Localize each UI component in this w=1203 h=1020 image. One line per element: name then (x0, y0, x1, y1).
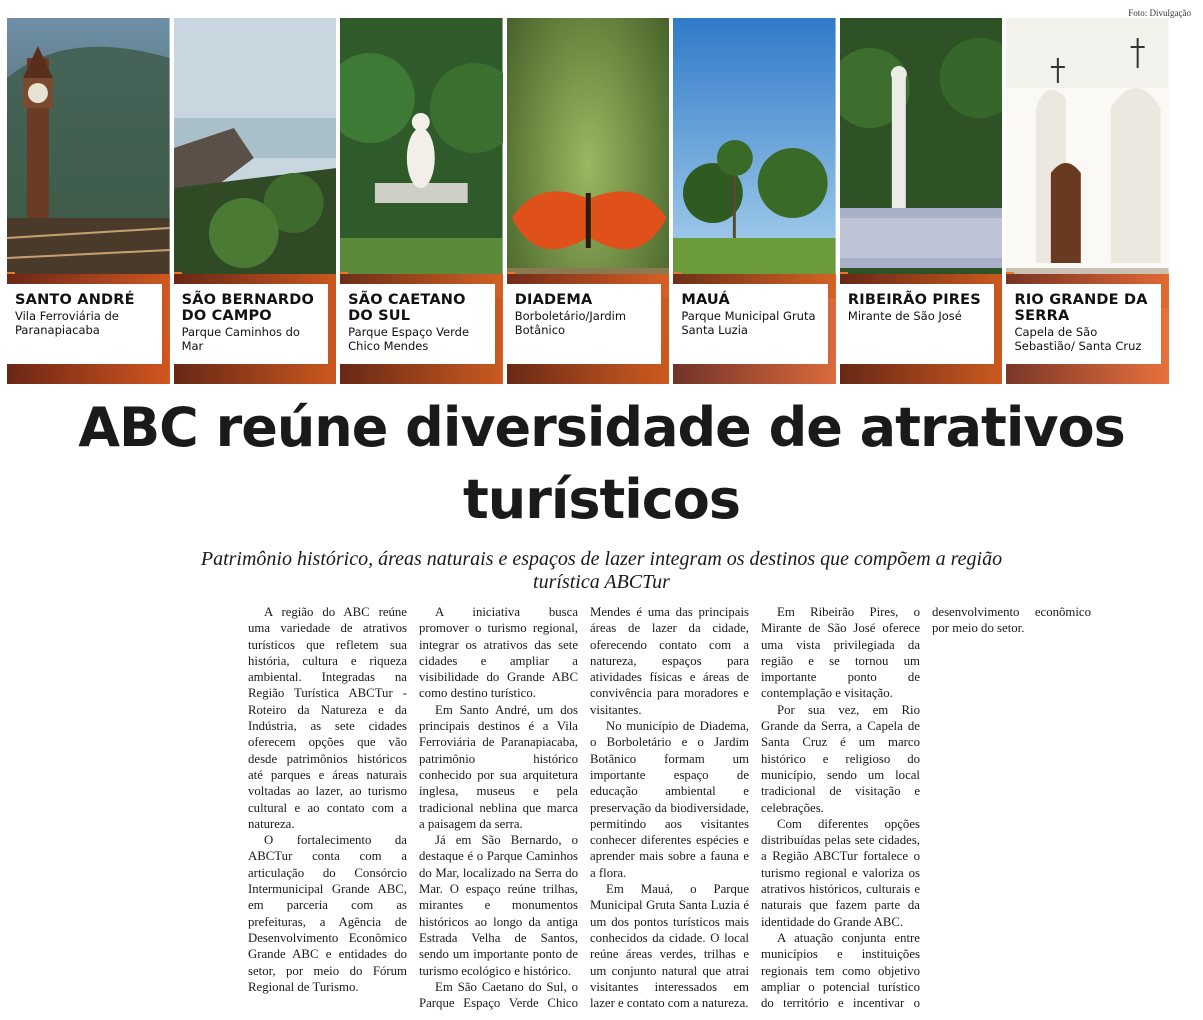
article-body (248, 604, 1091, 1018)
body-paragraph: Em Ribeirão Pires, o Mirante de São José oferece uma vista privilegiada da região e se tornou um importante ponto de contemplação e visitação. (761, 605, 920, 701)
corner-mark (673, 272, 681, 282)
corner-mark (507, 272, 515, 282)
body-paragraph: Em Santo André, um dos principais destinos é a Vila Ferroviária de Paranapiacaba, patrimônio histórico conhecido por sua arquitetura inglesa, museus e pela tradicional neblina que marca a paisagem da serra. (419, 702, 578, 831)
panel-caption (840, 284, 995, 364)
body-paragraph: A iniciativa busca promover o turismo regional, integrar os atrativos das sete cidades e ampliar a visibilidade do Grande ABC como destino turístico. (419, 605, 578, 701)
body-paragraph: A atuação conjunta entre municípios e instituições regionais tem como objetivo ampliar o potencial turístico do território e incentivar o desenvolvimento econômico por meio do setor. (761, 605, 1091, 1011)
body-paragraph: Em Mauá, o Parque Municipal Gruta Santa Luzia é um dos pontos turísticos mais conhecidos da cidade. O local reúne áreas verdes, trilhas e um conjunto natural que atrai visitantes interessados em lazer e contato com a natureza. (590, 882, 749, 1011)
panel-attraction: Vila Ferroviária de Paranapiacaba (15, 309, 119, 337)
body-paragraph: Já em São Bernardo, o destaque é o Parque Caminhos do Mar, localizado na Serra do Mar. O espaço reúne trilhas, mirantes e monumentos históricos ao longo da antiga Estrada Velha de Santos, sendo um importante ponto de turismo ecológico e histórico. (419, 833, 578, 978)
photo-panel-ribeirao-pires (840, 18, 1003, 384)
panel-caption (1006, 284, 1161, 364)
body-paragraph: No município de Diadema, o Borboletário e o Jardim Botânico formam um importante espaço de educação ambiental e preservação da biodiversidade, permitindo aos visitantes conhecer diferentes espécies e aprender mais sobre a fauna e a flora. (590, 719, 749, 880)
body-paragraph: Com diferentes opções distribuídas pelas sete cidades, a Região ABCTur fortalece o turismo regional e valoriza os atrativos históricos, culturais e naturais que fazem parte da identidade do Grande ABC. (761, 816, 920, 929)
panel-attraction: Borboletário/Jardim Botânico (514, 309, 627, 337)
corner-mark (174, 272, 182, 282)
corner-mark (340, 272, 348, 282)
photo-credit: Foto: Divulgação (1128, 8, 1191, 18)
panel-attraction: Parque Caminhos do Mar (181, 325, 300, 353)
photo-panel-sao-bernardo (174, 18, 337, 384)
corner-mark (1006, 272, 1014, 282)
body-paragraph: Em São Caetano do Sul, o Parque Espaço Verde Chico Mendes é uma das principais áreas de lazer da cidade, oferecendo contato com a natureza, espaços para atividades físicas e áreas de convivência para moradores e visitantes. (419, 605, 749, 1011)
panel-caption (174, 284, 329, 364)
photo-strip (7, 18, 1169, 384)
photo-panel-rio-grande-da-serra (1006, 18, 1169, 384)
panel-attraction: Capela de São Sebastião/ Santa Cruz (1014, 325, 1142, 353)
panel-city: RIBEIRÃO PIRES (847, 292, 981, 308)
body-paragraph: A região do ABC reúne uma variedade de atrativos turísticos que refletem sua história, cultura e riqueza ambiental. Integradas na Região Turística ABCTur - Roteiro da Natureza e da Indústria, as sete cidades oferecem opções que vão desde patrimônios históricos até parques e áreas naturais voltadas ao lazer, ao turismo cultural e ao contato com a natureza. (248, 605, 407, 831)
photo-panel-maua (673, 18, 836, 384)
panel-caption (673, 284, 828, 364)
panel-caption (7, 284, 162, 364)
panel-city: SANTO ANDRÉ (15, 292, 135, 308)
panel-city: RIO GRANDE DA SERRA (1014, 292, 1148, 324)
photo-panel-sao-caetano (340, 18, 503, 384)
photo-panel-diadema (507, 18, 670, 384)
panel-city: SÃO BERNARDO DO CAMPO (181, 292, 315, 324)
panel-city: MAUÁ (681, 292, 730, 308)
panel-attraction: Parque Espaço Verde Chico Mendes (348, 325, 470, 353)
article-headline: ABC reúne diversidade de atrativos turísticos (78, 396, 1125, 531)
article-subheadline: Patrimônio histórico, áreas naturais e espaços de lazer integram os destinos que compõem a região turística ABCTur (200, 548, 1003, 593)
panel-caption (507, 284, 662, 364)
corner-mark (840, 272, 848, 282)
panel-attraction: Parque Municipal Gruta Santa Luzia (681, 309, 816, 337)
corner-mark (7, 272, 15, 282)
panel-city: DIADEMA (514, 292, 593, 308)
panel-attraction: Mirante de São José (847, 309, 962, 323)
panel-caption (340, 284, 495, 364)
photo-panel-santo-andre (7, 18, 170, 384)
panel-city: SÃO CAETANO DO SUL (348, 292, 466, 324)
body-paragraph: Por sua vez, em Rio Grande da Serra, a Capela de Santa Cruz é um marco histórico e religioso do município, sendo um local tradicional de visitação e celebrações. (761, 702, 920, 815)
body-paragraph: O fortalecimento da ABCTur conta com a articulação do Consórcio Intermunicipal Grande ABC, em parceria com as prefeituras, a Agência de Desenvolvimento Econômico Grande ABC e entidades do setor, por meio do Fórum Regional de Turismo. (248, 833, 407, 994)
